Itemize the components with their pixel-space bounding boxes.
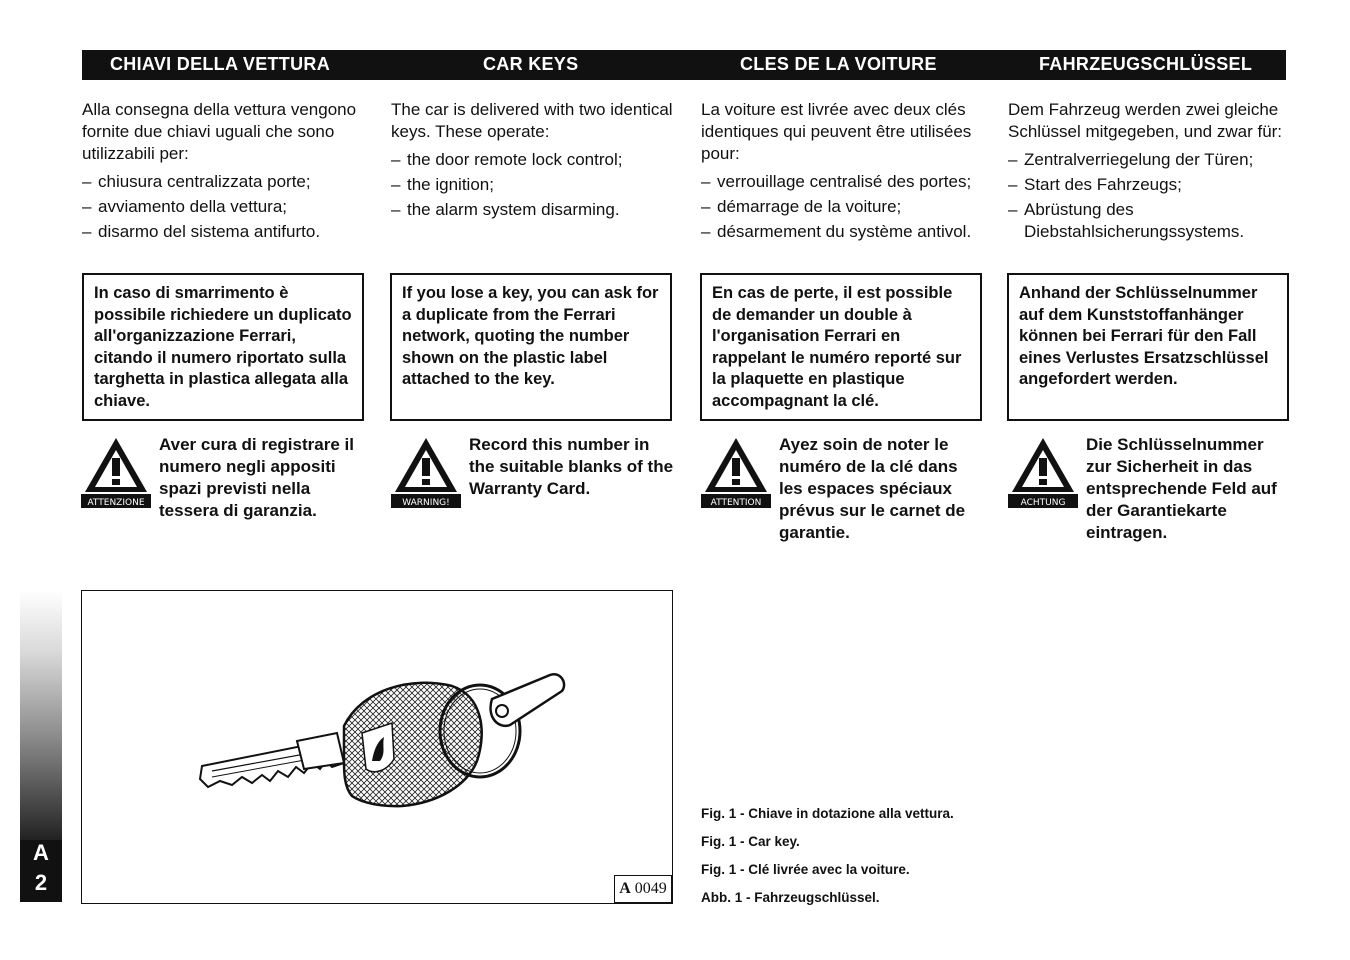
column-german bbox=[1008, 99, 1292, 246]
list-item: – the alarm system disarming. bbox=[391, 199, 675, 221]
figure-code-number: 0049 bbox=[634, 880, 667, 897]
header-title-it: CHIAVI DELLA VETTURA bbox=[110, 54, 330, 74]
list-item: – désarmement du système antivol. bbox=[701, 221, 985, 243]
list-item: – avviamento della vettura; bbox=[82, 196, 366, 218]
list-item: – disarmo del sistema antifurto. bbox=[82, 221, 366, 243]
feature-list bbox=[82, 171, 366, 243]
warning-triangle-icon bbox=[1008, 434, 1078, 508]
page-tab-gradient bbox=[20, 590, 62, 840]
column-english bbox=[391, 99, 675, 224]
caption-french: Fig. 1 - Clé livrée avec la voiture. bbox=[701, 862, 910, 877]
list-item: – Abrüstung des Diebstahlsicherungssystems. bbox=[1008, 199, 1292, 243]
notice-box-french: En cas de perte, il est possible de demander un double à l'organisation Ferrari en rappelant le numéro reporté sur la plaquette en plastique accompagnant la clé. bbox=[700, 273, 982, 421]
figure-captions bbox=[701, 806, 954, 918]
feature-list bbox=[701, 171, 985, 243]
warning-triangle-icon bbox=[701, 434, 771, 508]
figure-code-prefix: A bbox=[619, 880, 631, 897]
intro-text: The car is delivered with two identical keys. These operate: bbox=[391, 100, 673, 141]
intro-text: Alla consegna della vettura vengono fornite due chiavi uguali che sono utilizzabili per: bbox=[82, 100, 357, 163]
warning-text: Aver cura di registrare il numero negli appositi spazi previsti nella tessera di garanzia. bbox=[159, 435, 354, 520]
car-key-illustration bbox=[82, 591, 672, 903]
column-italian bbox=[82, 99, 366, 246]
list-item: – the door remote lock control; bbox=[391, 149, 675, 171]
intro-text: La voiture est livrée avec deux clés identiques qui peuvent être utilisées pour: bbox=[701, 100, 972, 163]
warning-label: WARNING! bbox=[402, 498, 450, 508]
warning-label: ATTENZIONE bbox=[87, 498, 145, 508]
header-title-de: FAHRZEUGSCHLÜSSEL bbox=[1039, 54, 1253, 74]
list-item: – verrouillage centralisé des portes; bbox=[701, 171, 985, 193]
warning-label: ACHTUNG bbox=[1020, 498, 1066, 508]
page-section-letter: A bbox=[33, 840, 49, 865]
list-item: – chiusura centralizzata porte; bbox=[82, 171, 366, 193]
warning-text: Record this number in the suitable blanks of the Warranty Card. bbox=[469, 435, 674, 498]
intro-text: Dem Fahrzeug werden zwei gleiche Schlüssel mitgegeben, und zwar für: bbox=[1008, 100, 1283, 141]
caption-german: Abb. 1 - Fahrzeugschlüssel. bbox=[701, 890, 880, 905]
header-title-en: CAR KEYS bbox=[483, 54, 579, 74]
feature-list bbox=[391, 149, 675, 221]
notice-box-italian: In caso di smarrimento è possibile richiedere un duplicato all'organizzazione Ferrari, citando il numero riportato sulla targhetta in plastica allegata alla chiave. bbox=[82, 273, 364, 421]
list-item: – Zentralverriegelung der Türen; bbox=[1008, 149, 1292, 171]
caption-italian: Fig. 1 - Chiave in dotazione alla vettura. bbox=[701, 806, 954, 821]
figure-box bbox=[81, 590, 673, 904]
header-title-fr: CLES DE LA VOITURE bbox=[740, 54, 937, 74]
warning-text: Die Schlüsselnummer zur Sicherheit in das entsprechende Feld auf der Garantiekarte eintragen. bbox=[1086, 435, 1277, 542]
notice-box-english: If you lose a key, you can ask for a duplicate from the Ferrari network, quoting the number shown on the plastic label attached to the key. bbox=[390, 273, 672, 421]
list-item: – Start des Fahrzeugs; bbox=[1008, 174, 1292, 196]
list-item: – the ignition; bbox=[391, 174, 675, 196]
list-item: – démarrage de la voiture; bbox=[701, 196, 985, 218]
notice-box-german: Anhand der Schlüsselnummer auf dem Kunststoffanhänger können bei Ferrari für den Fall eines Verlustes Ersatzschlüssel angefordert werden. bbox=[1007, 273, 1289, 421]
figure-code-label bbox=[614, 875, 672, 903]
page-number: 2 bbox=[34, 870, 48, 895]
warning-triangle-icon bbox=[391, 434, 461, 508]
warning-label: ATTENTION bbox=[710, 498, 762, 508]
warning-triangle-icon bbox=[81, 434, 151, 508]
page-tab bbox=[20, 590, 62, 902]
feature-list bbox=[1008, 149, 1292, 243]
caption-english: Fig. 1 - Car key. bbox=[701, 834, 800, 849]
warning-text: Ayez soin de noter le numéro de la clé dans les espaces spéciaux prévus sur le carnet de garantie. bbox=[779, 435, 966, 542]
column-french bbox=[701, 99, 985, 246]
